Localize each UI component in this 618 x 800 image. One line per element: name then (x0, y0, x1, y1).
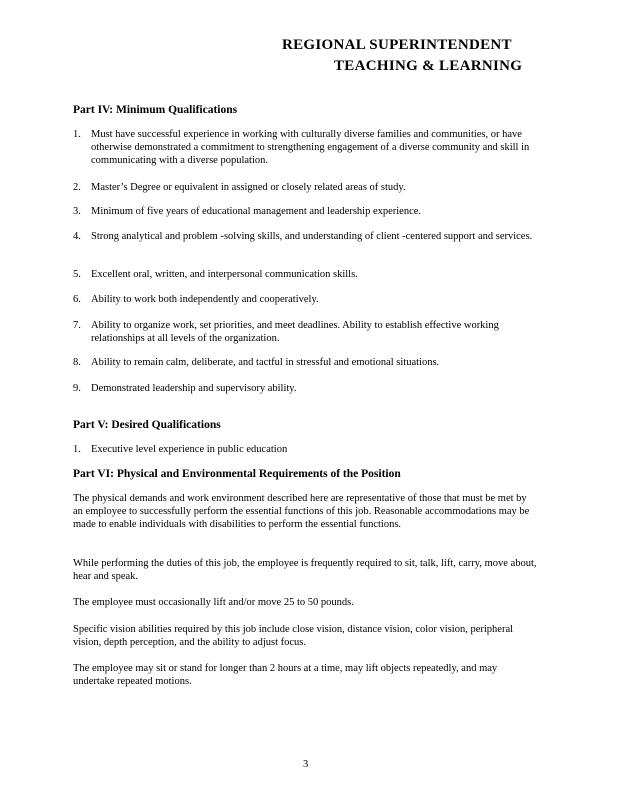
list-item (73, 268, 543, 281)
list-item-text: Must have successful experience in working with culturally diverse families and communities, or have otherwise demonstrated a commitment to strengthening engagement of a diverse community and skill in communicating with a diverse population. (91, 129, 530, 166)
list-item-number: 3. (73, 206, 81, 217)
list-item-text: Excellent oral, written, and interpersonal communication skills. (91, 269, 358, 280)
paragraph: Specific vision abilities required by this job include close vision, distance vision, color vision, peripheral vision, depth perception, and the ability to adjust focus. (73, 624, 514, 648)
list-item (73, 128, 543, 167)
list-item-text: Ability to organize work, set priorities, and meet deadlines. Ability to establish effective working relationships at all levels of the organization. (91, 320, 499, 344)
list-item-number: 5. (73, 269, 81, 280)
list-item (73, 230, 543, 243)
part-iv-heading: Part IV: Minimum Qualifications (73, 104, 238, 116)
list-item-number: 9. (73, 383, 81, 394)
list-item-text: Minimum of five years of educational management and leadership experience. (91, 206, 422, 217)
paragraph: The employee must occasionally lift and/or move 25 to 50 pounds. (73, 597, 354, 608)
paragraph: While performing the duties of this job, the employee is frequently required to sit, talk, lift, carry, move about, hear and speak. (73, 558, 537, 582)
page-number: 3 (303, 759, 309, 770)
part-vi-heading: Part VI: Physical and Environmental Requirements of the Position (73, 468, 401, 480)
list-item (73, 205, 543, 218)
list-item-number: 7. (73, 320, 81, 331)
list-item-text: Demonstrated leadership and supervisory ability. (91, 383, 297, 394)
list-item-text: Executive level experience in public education (91, 444, 288, 455)
list-item-number: 1. (73, 129, 81, 140)
list-item (73, 443, 543, 456)
list-item-text: Ability to remain calm, deliberate, and tactful in stressful and emotional situations. (91, 357, 440, 368)
paragraph: The physical demands and work environment described here are representative of those that must be met by an employee to successfully perform the essential functions of this job. Reasonable accommodations may be made to enable individuals with disabilities to perform the essential functions. (73, 493, 530, 530)
list-item-number: 8. (73, 357, 81, 368)
part-v-heading: Part V: Desired Qualifications (73, 419, 221, 431)
list-item-number: 1. (73, 444, 81, 455)
list-item (73, 181, 543, 194)
list-item (73, 293, 543, 306)
list-item (73, 319, 543, 345)
list-item-number: 6. (73, 294, 81, 305)
list-item-number: 4. (73, 231, 81, 242)
paragraph: The employee may sit or stand for longer than 2 hours at a time, may lift objects repeatedly, and may undertake repeated motions. (73, 663, 498, 687)
list-item-text: Ability to work both independently and cooperatively. (91, 294, 319, 305)
list-item (73, 382, 543, 395)
list-item-text: Strong analytical and problem -solving skills, and understanding of client -centered support and services. (91, 231, 533, 242)
list-item-text: Master’s Degree or equivalent in assigned or closely related areas of study. (91, 182, 406, 193)
list-item-number: 2. (73, 182, 81, 193)
document-title-line-2: TEACHING & LEARNING (334, 58, 523, 74)
document-title-line-1: REGIONAL SUPERINTENDENT (282, 37, 512, 53)
list-item (73, 356, 543, 369)
